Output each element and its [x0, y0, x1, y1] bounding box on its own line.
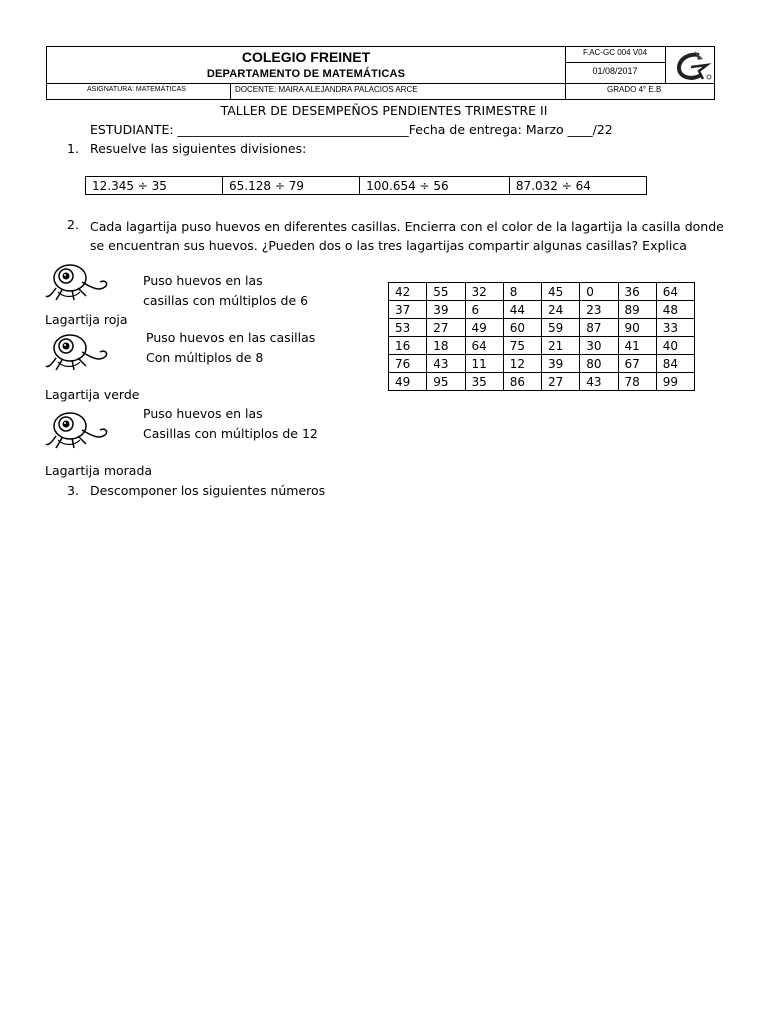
question-text: Descomponer los siguientes números [90, 483, 326, 498]
grid-cell[interactable]: 87 [580, 319, 618, 337]
lizard-name: Lagartija morada [45, 463, 153, 478]
number-grid [388, 282, 695, 391]
grid-cell[interactable]: 21 [542, 337, 580, 355]
grid-cell[interactable]: 48 [656, 301, 694, 319]
grid-cell[interactable]: 44 [503, 301, 541, 319]
lizard-name: Lagartija verde [45, 387, 140, 402]
grid-cell[interactable]: 95 [427, 373, 465, 391]
lizard-description-line: Con múltiplos de 8 [146, 350, 264, 365]
grid-cell[interactable]: 49 [465, 319, 503, 337]
grid-cell[interactable]: 41 [618, 337, 656, 355]
worksheet-title: TALLER DE DESEMPEÑOS PENDIENTES TRIMESTRE II [220, 103, 548, 118]
form-date: 01/08/2017 [592, 66, 638, 76]
division-cell: 65.128 ÷ 79 [223, 177, 360, 195]
form-code: F.AC-GC 004 V04 [582, 48, 648, 57]
grid-cell[interactable]: 24 [542, 301, 580, 319]
division-cell: 87.032 ÷ 64 [509, 177, 646, 195]
grid-cell[interactable]: 0 [580, 283, 618, 301]
grid-cell[interactable]: 18 [427, 337, 465, 355]
lizard-description-line: Puso huevos en las [143, 273, 263, 288]
table-row [389, 283, 695, 301]
grid-cell[interactable]: 33 [656, 319, 694, 337]
grid-cell[interactable]: 99 [656, 373, 694, 391]
grid-cell[interactable]: 11 [465, 355, 503, 373]
grid-cell[interactable]: 36 [618, 283, 656, 301]
grade-label: GRADO 4° E.B [607, 85, 662, 94]
grid-cell[interactable]: 59 [542, 319, 580, 337]
header-divider [665, 47, 666, 83]
school-logo-icon [673, 49, 713, 83]
grid-cell[interactable]: 32 [465, 283, 503, 301]
table-row [389, 355, 695, 373]
header-divider [230, 83, 231, 100]
lizard-icon [44, 258, 110, 304]
subject-label: ASIGNATURA: MATEMÁTICAS [87, 86, 186, 93]
lizard-name: Lagartija roja [45, 312, 128, 327]
document-header [46, 46, 715, 100]
grid-cell[interactable]: 35 [465, 373, 503, 391]
lizard-icon [44, 406, 110, 452]
division-cell: 12.345 ÷ 35 [86, 177, 223, 195]
school-name: COLEGIO FREINET [241, 49, 371, 65]
grid-cell[interactable]: 55 [427, 283, 465, 301]
grid-cell[interactable]: 67 [618, 355, 656, 373]
grid-cell[interactable]: 39 [542, 355, 580, 373]
divisions-table [85, 176, 647, 195]
grid-cell[interactable]: 78 [618, 373, 656, 391]
header-divider [47, 83, 715, 84]
student-line: ESTUDIANTE: _____________________________________Fecha de entrega: Marzo ____/22 [90, 122, 613, 137]
table-row [389, 319, 695, 337]
question-number: 2. [67, 217, 79, 232]
grid-cell[interactable]: 39 [427, 301, 465, 319]
grid-cell[interactable]: 80 [580, 355, 618, 373]
question-number: 3. [67, 483, 79, 498]
grid-cell[interactable]: 60 [503, 319, 541, 337]
grid-cell[interactable]: 27 [427, 319, 465, 337]
grid-cell[interactable]: 23 [580, 301, 618, 319]
lizard-description-line: Casillas con múltiplos de 12 [143, 426, 318, 441]
table-row [389, 337, 695, 355]
grid-cell[interactable]: 53 [389, 319, 427, 337]
table-row [389, 301, 695, 319]
table-row [86, 177, 647, 195]
grid-cell[interactable]: 75 [503, 337, 541, 355]
grid-cell[interactable]: 84 [656, 355, 694, 373]
header-divider [565, 62, 665, 63]
grid-cell[interactable]: 12 [503, 355, 541, 373]
grid-cell[interactable]: 64 [465, 337, 503, 355]
grid-cell[interactable]: 86 [503, 373, 541, 391]
grid-cell[interactable]: 37 [389, 301, 427, 319]
grid-cell[interactable]: 40 [656, 337, 694, 355]
grid-cell[interactable]: 64 [656, 283, 694, 301]
question-number: 1. [67, 141, 79, 156]
grid-cell[interactable]: 42 [389, 283, 427, 301]
lizard-description-line: Puso huevos en las [143, 406, 263, 421]
grid-cell[interactable]: 89 [618, 301, 656, 319]
grid-cell[interactable]: 16 [389, 337, 427, 355]
grid-cell[interactable]: 45 [542, 283, 580, 301]
question-text: Resuelve las siguientes divisiones: [90, 141, 307, 156]
division-cell: 100.654 ÷ 56 [360, 177, 510, 195]
grid-cell[interactable]: 43 [427, 355, 465, 373]
grid-cell[interactable]: 30 [580, 337, 618, 355]
lizard-description-line: Puso huevos en las casillas [146, 330, 316, 345]
grid-cell[interactable]: 49 [389, 373, 427, 391]
department-name: DEPARTAMENTO DE MATEMÁTICAS [206, 68, 406, 80]
grid-cell[interactable]: 27 [542, 373, 580, 391]
lizard-icon [44, 328, 110, 374]
grid-cell[interactable]: 8 [503, 283, 541, 301]
grid-cell[interactable]: 76 [389, 355, 427, 373]
table-row [389, 373, 695, 391]
question-text: Cada lagartija puso huevos en diferentes casillas. Encierra con el color de la lagartija la casilla donde se encuentran sus huevos. ¿Pueden dos o las tres lagartijas compartir algunas casillas? Explica [90, 219, 724, 253]
lizard-description-line: casillas con múltiplos de 6 [143, 293, 309, 308]
grid-cell[interactable]: 6 [465, 301, 503, 319]
teacher-label: DOCENTE: MAIRA ALEJANDRA PALACIOS ARCE [235, 85, 418, 94]
grid-cell[interactable]: 43 [580, 373, 618, 391]
grid-cell[interactable]: 90 [618, 319, 656, 337]
header-divider [565, 47, 566, 100]
